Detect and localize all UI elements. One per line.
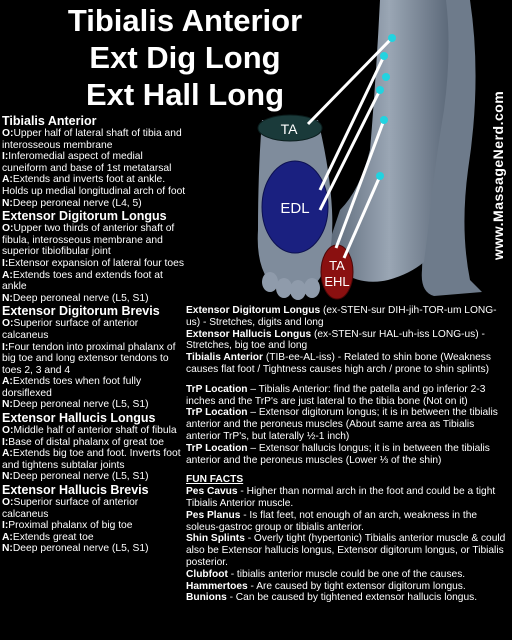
trp-location-text: – Tibialis Anterior: find the patella and go inferior 2-3 inches and the TrP's are just lateral to the tibia bone (Not on it) xyxy=(186,383,486,407)
detail-key: N: xyxy=(2,292,13,304)
fun-fact-term: Clubfoot xyxy=(186,568,228,580)
attachment-dot xyxy=(388,34,396,42)
detail-key: O: xyxy=(2,497,14,509)
trp-location xyxy=(186,384,508,408)
detail-value: Deep peroneal nerve (L5, S1) xyxy=(12,471,149,483)
fun-fact-term: Hammertoes xyxy=(186,580,248,592)
detail-value: Superior surface of anterior calcaneus xyxy=(2,497,139,520)
muscle-detail xyxy=(2,399,186,411)
ta-ehl-label-2: EHL xyxy=(324,274,350,289)
attachment-dot xyxy=(380,52,388,60)
trp-location-term: TrP Location xyxy=(186,407,248,419)
attachment-dot xyxy=(376,86,384,94)
fun-fact xyxy=(186,592,508,604)
muscle-detail xyxy=(2,448,186,471)
detail-value: Four tendon into proximal phalanx of big toe and long extensor tendons to toes 2, 3 and 4 xyxy=(2,341,176,376)
watermark-text: www.MassageNerd.com xyxy=(490,90,506,260)
detail-value: Inferomedial aspect of medial cuneiform and base of 1st metatarsal xyxy=(2,151,172,174)
muscle-block xyxy=(2,209,186,304)
detail-value: Deep peroneal nerve (L5, S1) xyxy=(12,399,149,411)
toe xyxy=(304,278,320,298)
muscle-detail xyxy=(2,425,186,437)
muscle-detail xyxy=(2,258,186,270)
muscle-detail xyxy=(2,293,186,305)
muscle-detail xyxy=(2,223,186,258)
trp-location xyxy=(186,407,508,442)
detail-key: A: xyxy=(2,174,13,186)
trigger-points xyxy=(186,384,508,467)
detail-key: O: xyxy=(2,128,14,139)
muscle-detail xyxy=(2,471,186,483)
pronunciation xyxy=(186,352,508,376)
fun-fact-term: Bunions xyxy=(186,592,227,604)
muscle-name: Extensor Digitorum Longus xyxy=(2,209,167,224)
muscle-name: Extensor Digitorum Brevis xyxy=(2,304,160,319)
detail-key: I: xyxy=(2,257,9,269)
detail-value: Upper two thirds of anterior shaft of fibula, interosseous membrane and superior tibiofibular joint xyxy=(2,223,175,258)
pronunciation-text: (ex-STEN-sur DIH-jih-TOR-um LONG-us) - Stretches, digits and long xyxy=(186,305,497,328)
detail-key: N: xyxy=(2,399,13,411)
detail-value: Deep peroneal nerve (L5, S1) xyxy=(12,543,149,555)
fun-fact xyxy=(186,533,508,568)
fun-fact-text: - Is flat feet, not enough of an arch, weakness in the soleus-gastroc group or tibialis anterior. xyxy=(186,509,478,533)
trp-location-term: TrP Location xyxy=(186,383,248,395)
pronunciation xyxy=(186,329,508,353)
muscle-detail xyxy=(2,151,186,174)
pronunciation-term: Extensor Hallucis Longus xyxy=(186,328,312,340)
muscle-name: Tibialis Anterior xyxy=(2,114,97,128)
muscle-detail xyxy=(2,270,186,293)
detail-value: Extends big toe and foot. Inverts foot and tightens subtalar joints xyxy=(2,448,181,471)
trp-location-text: – Extensor hallucis longus; it is in between the tibialis anterior and the peroneus muscles (Lower ⅓ of the shin) xyxy=(186,442,490,466)
fun-fact xyxy=(186,510,508,534)
attachment-dot xyxy=(380,116,388,124)
trp-location-text: – Extensor digitorum longus; it is in between the tibialis anterior and the peroneus muscles (About same area as Tibialis anterior TrP's, but laterally ½-1 inch) xyxy=(186,407,498,442)
muscle-detail xyxy=(2,543,186,555)
detail-value: Extends toes when foot fully dorsiflexed xyxy=(2,376,142,399)
muscle-name: Extensor Hallucis Brevis xyxy=(2,483,149,498)
detail-key: N: xyxy=(2,543,13,555)
fun-fact xyxy=(186,569,508,581)
muscle-detail xyxy=(2,532,186,544)
detail-key: I: xyxy=(2,436,9,448)
pronunciation xyxy=(186,305,508,329)
detail-key: A: xyxy=(2,448,13,460)
trp-location-term: TrP Location xyxy=(186,442,248,454)
detail-key: O: xyxy=(2,425,14,437)
detail-value: Upper half of lateral shaft of tibia and interosseous membrane xyxy=(2,128,182,151)
detail-key: I: xyxy=(2,341,9,353)
muscle-name: Extensor Hallucis Longus xyxy=(2,411,156,426)
detail-value: Deep peroneal nerve (L4, 5) xyxy=(12,197,142,209)
detail-key: N: xyxy=(2,471,13,483)
muscle-detail xyxy=(2,318,186,341)
edl-label: EDL xyxy=(280,200,310,217)
detail-value: Extends great toe xyxy=(12,531,94,543)
fun-fact-term: Shin Splints xyxy=(186,533,245,545)
detail-value: Extends and inverts foot at ankle. Holds up medial longitudinal arch of foot xyxy=(2,174,186,197)
muscle-detail xyxy=(2,174,186,197)
ta-label: TA xyxy=(280,121,298,137)
muscle-detail xyxy=(2,376,186,399)
toe xyxy=(290,280,306,300)
fun-fact-term: Pes Planus xyxy=(186,509,241,521)
attachment-dot xyxy=(376,172,384,180)
detail-key: A: xyxy=(2,376,13,388)
muscle-detail xyxy=(2,437,186,449)
pronunciation-term: Tibialis Anterior xyxy=(186,352,263,364)
muscle-block xyxy=(2,411,186,483)
fun-fact-text: - Higher than normal arch in the foot and could be a tight Tibialis Anterior muscle. xyxy=(186,486,496,509)
detail-key: N: xyxy=(2,197,13,209)
detail-value: Proximal phalanx of big toe xyxy=(8,520,133,532)
fun-fact-text: - Overly tight (hypertonic) Tibialis anterior muscle & could also be Extensor hallucis longus, Extensor digitorum longus, or Tibialis posterior. xyxy=(186,533,506,568)
muscle-detail xyxy=(2,342,186,377)
detail-key: I: xyxy=(2,520,9,532)
muscle-block xyxy=(2,114,186,209)
title-line-3: Ext Hall Long xyxy=(85,77,285,112)
detail-key: A: xyxy=(2,269,13,281)
title-line-2: Ext Dig Long xyxy=(89,40,281,75)
detail-key: O: xyxy=(2,223,14,235)
pronunciation-term: Extensor Digitorum Longus xyxy=(186,305,321,316)
detail-value: Deep peroneal nerve (L5, S1) xyxy=(12,292,149,304)
fun-fact xyxy=(186,486,508,510)
detail-value: Base of distal phalanx of great toe xyxy=(8,436,164,448)
info-column xyxy=(186,305,508,604)
muscle-block xyxy=(2,304,186,411)
muscle-detail xyxy=(2,520,186,532)
toe xyxy=(276,278,292,298)
ta-ehl-label-1: TA xyxy=(329,258,345,273)
pronunciations xyxy=(186,305,508,376)
muscle-detail xyxy=(2,497,186,520)
toe xyxy=(262,272,278,292)
muscle-detail xyxy=(2,198,186,210)
fun-fact-text: - Are caused by tight extensor digitorum longus. xyxy=(247,580,466,592)
trp-location xyxy=(186,443,508,467)
muscle-list xyxy=(2,114,186,555)
detail-value: Extends toes and extends foot at ankle xyxy=(2,269,163,293)
muscle-detail xyxy=(2,128,186,151)
leg-foot-illustration xyxy=(220,0,512,300)
detail-key: A: xyxy=(2,531,13,543)
fun-fact-text: - tibialis anterior muscle could be one of the causes. xyxy=(227,568,466,580)
detail-key: O: xyxy=(2,318,14,330)
fun-fact xyxy=(186,581,508,593)
fun-fact-text: - Can be caused by tightened extensor hallucis longus. xyxy=(226,592,478,604)
pronunciation-text: (ex-STEN-sur HAL-uh-iss LONG-us) - Stretches, big toe and long xyxy=(186,328,485,352)
detail-key: I: xyxy=(2,151,9,163)
fun-facts-heading: FUN FACTS xyxy=(186,474,244,486)
detail-value: Superior surface of anterior calcaneus xyxy=(2,318,139,341)
title-line-1: Tibialis Anterior xyxy=(67,3,303,38)
fun-fact-term: Pes Cavus xyxy=(186,486,238,498)
attachment-dot xyxy=(382,73,390,81)
muscle-block xyxy=(2,483,186,555)
detail-value: Middle half of anterior shaft of fibula xyxy=(13,425,177,437)
detail-value: Extensor expansion of lateral four toes xyxy=(8,257,185,269)
pronunciation-text: (TIB-ee-AL-iss) - Related to shin bone (Weakness causes flat foot / Tightness causes high arch / prone to shin splints) xyxy=(186,352,491,375)
fun-facts xyxy=(186,486,508,604)
